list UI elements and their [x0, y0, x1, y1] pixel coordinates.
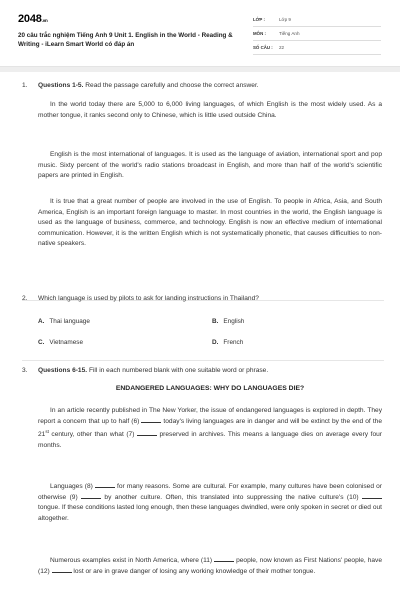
question-instruction: Read the passage carefully and choose the correct answer. — [83, 82, 259, 89]
meta-value: Lớp 9 — [279, 17, 291, 22]
question-prompt — [38, 366, 384, 377]
cloze-text: for many reasons. Some are cultural. For example, many cultures have been colonised or otherwise (9) — [38, 483, 382, 501]
blank-12[interactable] — [52, 567, 72, 573]
site-logo[interactable] — [18, 13, 48, 25]
question-number: 3. — [22, 367, 28, 374]
cloze-text: Languages (8) — [50, 483, 95, 490]
option-text: Thai language — [49, 318, 90, 325]
option-letter: A. — [38, 318, 45, 325]
cloze-text: tongue. If these conditions lasted long enough, then these languages dwindled, were only spoken in secret or died out altogether. — [38, 504, 382, 522]
cloze-text: Numerous examples exist in North America, where (11) — [50, 557, 215, 564]
answer-option-c[interactable] — [38, 339, 83, 346]
option-letter: B. — [212, 318, 219, 325]
question-label: Questions 1-5. — [38, 82, 84, 89]
option-text: Vietnamese — [49, 339, 84, 346]
cloze-paragraph — [38, 482, 382, 524]
meta-key: LỚP : — [253, 17, 265, 22]
option-text: French — [223, 339, 244, 346]
answer-option-b[interactable] — [212, 318, 244, 325]
page-header — [0, 0, 400, 62]
cloze-text: today's living languages are in danger and will be extinct by the end of the 21 — [38, 417, 382, 439]
blank-9[interactable] — [81, 493, 101, 499]
question-number: 2. — [22, 295, 28, 302]
question-instruction: Fill in each numbered blank with one suitable word or phrase. — [87, 367, 269, 374]
question-prompt — [38, 81, 384, 92]
meta-value: 22 — [279, 45, 285, 50]
meta-row-class — [253, 13, 381, 27]
meta-key: MÔN : — [253, 31, 266, 36]
cloze-paragraph — [38, 406, 382, 451]
meta-row-count — [253, 41, 381, 55]
cloze-paragraph — [38, 556, 382, 577]
passage-paragraph: English is the most international of languages. It is used as the language of aviation, international sport and pop music. Sixty percent of the world's radio stations broadcast in English, and more than half of the world's scientific papers are printed in English. — [38, 151, 382, 179]
document-meta — [253, 13, 381, 55]
blank-11[interactable] — [214, 556, 234, 562]
logo-text: 2048 — [18, 13, 42, 25]
question-prompt: Which language is used by pilots to ask for landing instructions in Thailand? — [38, 295, 259, 302]
logo-suffix: .vn — [41, 18, 48, 23]
question-label: Questions 6-15. — [38, 367, 88, 374]
ordinal-suffix: st — [45, 429, 49, 434]
blank-10[interactable] — [362, 493, 382, 499]
question-3 — [22, 366, 384, 377]
question-1 — [22, 81, 384, 92]
answer-option-d[interactable] — [212, 339, 243, 346]
document-title: 20 câu trắc nghiệm Tiếng Anh 9 Unit 1. English in the World - Reading & Writing - iLearn Smart World có đáp án — [18, 32, 233, 48]
blank-7[interactable] — [137, 430, 157, 436]
passage-paragraph: It is true that a great number of people are involved in the use of English. To people in Africa, Asia, and South America, English is an important foreign language to master. In most countries in the world, the English language is used as the language of business, commerce, and technology. English is now an effective medium of international communication. However, it is the written English which is not systematically phonetic, that causes difficulties to non-native speakers. — [38, 198, 382, 247]
meta-value: Tiếng Anh — [279, 31, 300, 36]
cloze-text: people, now known as First Nations' people, have (12) — [38, 557, 382, 575]
option-letter: D. — [212, 339, 219, 346]
passage-heading: ENDANGERED LANGUAGES: WHY DO LANGUAGES DIE? — [115, 385, 305, 392]
option-text: English — [223, 318, 245, 325]
question-divider — [22, 360, 384, 361]
passage-paragraph: In the world today there are 5,000 to 6,000 living languages, of which English is the most widely used. As a mother tongue, it ranks second only to Chinese, which is little used outside China. — [38, 101, 382, 119]
cloze-text: lost or are in grave danger of losing any working knowledge of their mother tongue. — [71, 567, 316, 575]
header-divider — [0, 66, 400, 72]
answer-option-a[interactable] — [38, 318, 90, 325]
option-letter: C. — [38, 339, 45, 346]
cloze-text: by another culture. Often, this translated into suppressing the native culture's (10) — [101, 493, 362, 501]
meta-key: SỐ CÂU : — [253, 45, 273, 50]
question-2 — [22, 294, 384, 305]
blank-6[interactable] — [141, 417, 161, 423]
blank-8[interactable] — [95, 482, 115, 488]
meta-row-subject — [253, 27, 381, 41]
question-number: 1. — [22, 82, 28, 89]
cloze-text: century, other than what (7) — [48, 431, 137, 439]
cloze-text: In an article recently published in The New Yorker, the issue of endangered languages is explored in depth. They report a concern that up to half (6) — [38, 407, 382, 425]
cloze-text: preserved in archives. This means a language dies on average every four months. — [38, 431, 383, 449]
